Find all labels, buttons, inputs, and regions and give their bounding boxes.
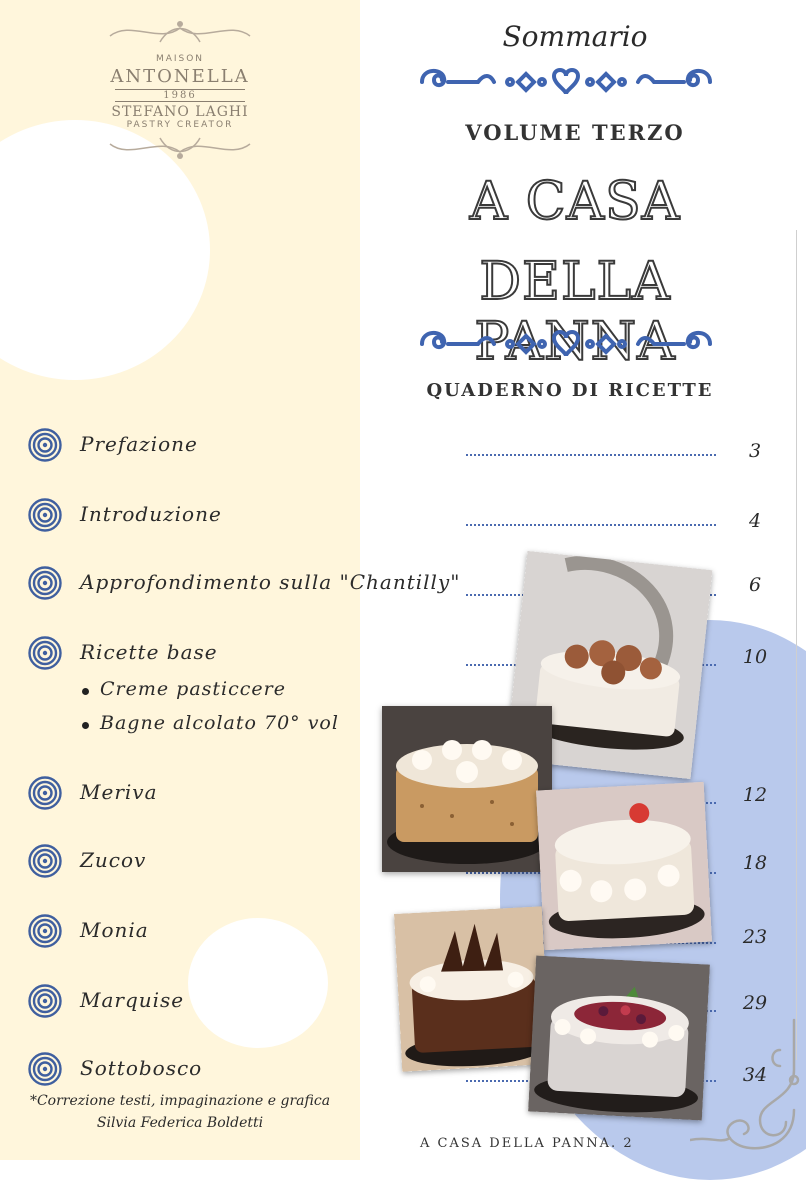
subtitle-label: QUADERNO DI RICETTE	[426, 380, 714, 401]
logo-maison: MAISON	[155, 54, 205, 64]
title-line-1: A CASA	[469, 172, 681, 232]
toc-page-number: 10	[742, 646, 768, 668]
toc-page-number: 3	[748, 440, 762, 462]
toc-page-number: 12	[742, 784, 768, 806]
logo-year: 1986	[115, 89, 245, 102]
toc-page-number: 18	[742, 852, 768, 874]
logo-role: PASTRY CREATOR	[126, 120, 234, 130]
spiral-icon	[28, 844, 62, 878]
toc-page-number: 34	[742, 1064, 768, 1086]
toc-page-number: 29	[742, 992, 768, 1014]
spiral-icon	[28, 636, 62, 670]
toc-label: Introduzione	[80, 502, 222, 526]
page-footer: A CASA DELLA PANNA. 2	[420, 1136, 634, 1151]
volume-label: VOLUME TERZO	[465, 120, 685, 145]
cake-photo-berries	[528, 956, 710, 1121]
credit-line-2: Silvia Federica Boldetti	[96, 1115, 264, 1131]
decor-circle-small	[188, 918, 328, 1048]
credits	[10, 1090, 350, 1134]
toc-label: Marquise	[80, 988, 185, 1012]
toc-label: Zucov	[80, 848, 147, 872]
toc-page-number: 4	[748, 510, 762, 532]
toc-page-number: 6	[748, 574, 762, 596]
brand-logo	[90, 14, 270, 189]
logo-bottom-flourish-icon	[90, 130, 270, 166]
spiral-icon	[28, 498, 62, 532]
toc-label: Meriva	[80, 780, 158, 804]
flourish-ornament-icon	[418, 326, 714, 360]
sommario-heading: Sommario	[502, 20, 648, 53]
spiral-icon	[28, 566, 62, 600]
spiral-icon	[28, 428, 62, 462]
toc-label: Prefazione	[80, 432, 198, 456]
right-edge-line	[796, 230, 797, 1060]
toc-subitem-creme[interactable]: Creme pasticcere	[100, 678, 286, 700]
flourish-ornament-icon	[418, 64, 714, 98]
toc-subitem-bagne[interactable]: Bagne alcolato 70° vol	[100, 712, 339, 734]
dot-leader	[466, 452, 716, 456]
dot-leader	[466, 522, 716, 526]
spiral-icon	[28, 914, 62, 948]
cake-photo-coconut	[536, 782, 712, 951]
corner-flourish-icon	[690, 1010, 806, 1160]
logo-chef: STEFANO LAGHI	[111, 104, 249, 120]
spiral-icon	[28, 984, 62, 1018]
logo-brand: ANTONELLA	[110, 66, 250, 87]
toc-label: Sottobosco	[80, 1056, 203, 1080]
toc-label: Ricette base	[80, 640, 218, 664]
logo-top-flourish-icon	[90, 14, 270, 50]
credit-line-1: *Correzione testi, impaginazione e grafica	[29, 1093, 331, 1109]
title-line-2: DELLA	[479, 252, 671, 312]
cake-photo-meringue	[382, 706, 552, 872]
toc-label: Monia	[80, 918, 149, 942]
spiral-icon	[28, 1052, 62, 1086]
spiral-icon	[28, 776, 62, 810]
cake-photo-chocolate	[394, 906, 550, 1072]
toc-label: Approfondimento sulla "Chantilly"	[80, 570, 461, 594]
toc-page-number: 23	[742, 926, 768, 948]
